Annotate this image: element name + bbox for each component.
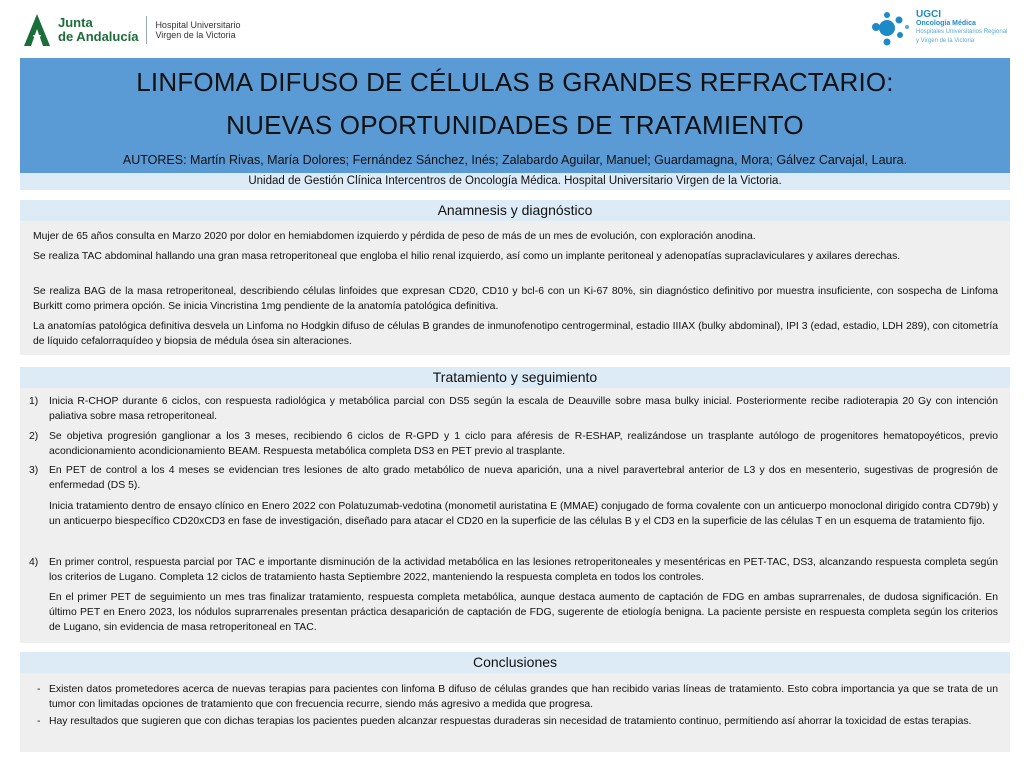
- conclusions-heading: Conclusiones: [20, 652, 1010, 673]
- conclusion-item: [37, 714, 998, 729]
- anamnesis-paragraph-4: La anatomías patológica definitiva desvela un Linfoma no Hodgkin difuso de células B grandes de inmunofenotipo centrogerminal, estadio IIIAX (bulky abdominal), IPI 3 (edad, estadio, LDH 289), con citometría de líquido cefalorraquídeo y biopsia de médula ósea sin alteraciones.: [33, 321, 998, 347]
- treatment-item-text: Se objetiva progresión ganglionar a los 3 meses, recibiendo 6 ciclos de R-GPD y 1 ciclo para aféresis de R-ESHAP, realizándose un trasplante autólogo de progenitores hematopoyéticos, previo acondicionamiento acondicionamiento BEAM. Respuesta metabólica completa DS3 en PET previo al trasplante.: [49, 431, 998, 457]
- anamnesis-heading: Anamnesis y diagnóstico: [20, 200, 1010, 221]
- ugci-title: UGCI: [916, 9, 941, 20]
- conclusion-text: Existen datos prometedores acerca de nuevas terapias para pacientes con linfoma B difuso de células grandes que han recibido varias líneas de tratamiento. Esto cobra importancia ya que se trata de un tumor con limitadas opciones de tratamiento que con frecuencia recurre, siendo más agresivo a medida que progresa.: [49, 684, 998, 710]
- logo-divider: [146, 16, 147, 44]
- poster-title-line1: LINFOMA DIFUSO DE CÉLULAS B GRANDES REFRACTARIO:: [136, 67, 894, 97]
- ugci-line3: Hospitales Universitarios Regional: [916, 29, 1008, 35]
- treatment-item: [29, 463, 998, 493]
- poster-title-line2: NUEVAS OPORTUNIDADES DE TRATAMIENTO: [226, 110, 804, 140]
- anamnesis-paragraph-1: Mujer de 65 años consulta en Marzo 2020 por dolor en hemiabdomen izquierdo y pérdida de peso de más de un mes de evolución, con exploración anodina.: [33, 231, 756, 242]
- junta-name-line2: de Andalucía: [58, 29, 139, 44]
- anamnesis-body: [20, 221, 1010, 355]
- treatment-item: [29, 590, 998, 635]
- treatment-heading: Tratamiento y seguimiento: [20, 367, 1010, 388]
- treatment-item-text: Inicia R-CHOP durante 6 ciclos, con respuesta radiológica y metabólica parcial con DS5 según la escala de Deauville sobre masa bulky inicial. Posteriormente recibe radioterapia 20 Gy con intención paliativa sobre masa retroperitoneal.: [49, 396, 998, 422]
- junta-name-line1: Junta: [58, 15, 93, 30]
- conclusion-bullet: -: [37, 684, 41, 695]
- treatment-item-number: 3): [29, 465, 39, 476]
- treatment-item-text: Inicia tratamiento dentro de ensayo clínico en Enero 2022 con Polatuzumab-vedotina (monometil auristatina E (MMAE) conjugado de forma covalente con un anticuerpo monoclonal dirigido contra CD79b) y un anticuerpo biespecífico CD20xCD3 en fase de investigación, diseñado para atacar el CD20 en la superficie de las células B y el CD3 en la superficie de las células T en un esquema de tratamiento fijo.: [49, 501, 998, 527]
- junta-andalucia-logo: [22, 12, 240, 48]
- institution-line: Unidad de Gestión Clínica Intercentros de Oncología Médica. Hospital Universitario Virgen de la Victoria.: [20, 173, 1010, 190]
- ugci-logo: [872, 10, 1022, 52]
- treatment-item: [29, 394, 998, 424]
- conclusions-body: [20, 673, 1010, 752]
- ugci-line4: y Virgen de la Victoria: [916, 38, 975, 44]
- treatment-item-number: 4): [29, 557, 39, 568]
- anamnesis-paragraph-2: Se realiza TAC abdominal hallando una gran masa retroperitoneal que engloba el hilio renal izquierdo, así como un implante peritoneal y adenopatías supraclaviculares y axilares derechas.: [33, 251, 901, 262]
- treatment-body: [20, 388, 1010, 643]
- treatment-item: [29, 429, 998, 459]
- title-banner: [20, 58, 1010, 173]
- conclusion-item: [37, 682, 998, 712]
- conclusion-text: Hay resultados que sugieren que con dichas terapias los pacientes pueden alcanzar respuestas duraderas sin necesidad de tratamiento continuo, permitiendo así ahorrar la toxicidad de estas terapias.: [49, 716, 972, 727]
- treatment-item-text: En primer control, respuesta parcial por TAC e importante disminución de la actividad metabólica en las lesiones retroperitoneales y mesentéricas en PET-TAC, DS3, alcanzando respuesta completa según los criterios de Lugano. Completa 12 ciclos de tratamiento hasta Septiembre 2022, manteniendo la respuesta completa en todos los controles.: [49, 557, 998, 583]
- conclusion-bullet: -: [37, 716, 41, 727]
- junta-logo-icon: [22, 13, 52, 47]
- hospital-name-line2: Virgen de la Victoria: [155, 30, 236, 40]
- treatment-item-text: En PET de control a los 4 meses se evidencian tres lesiones de alto grado metabólico de nueva aparición, una a nivel paravertebral anterior de L3 y dos en mesenterio, sugestivas de progresión de enfermedad (DS 5).: [49, 465, 998, 491]
- ugci-dots-icon: [872, 10, 912, 48]
- treatment-item: [29, 555, 998, 585]
- treatment-item-text: En el primer PET de seguimiento un mes tras finalizar tratamiento, respuesta completa metabólica, aunque destaca aumento de captación de FDG en ambas suprarrenales, de dudosa significación. En último PET en Enero 2023, los nódulos suprarrenales presentan práctica desaparición de captación de FDG, sugerente de etiología benigna. La paciente persiste en respuesta completa según los criterios de Lugano, sin evidencia de masa retroperitoneal en TAC.: [49, 592, 998, 633]
- treatment-item-number: 2): [29, 431, 39, 442]
- hospital-name-line1: Hospital Universitario: [155, 20, 241, 30]
- authors-line: AUTORES: Martín Rivas, María Dolores; Fernández Sánchez, Inés; Zalabardo Aguilar, Manuel; Guardamagna, Mora; Gálvez Carvajal, Laura.: [122, 153, 908, 167]
- ugci-subtitle: Oncología Médica: [916, 20, 976, 27]
- treatment-item: [29, 499, 998, 529]
- treatment-item-number: 1): [29, 396, 39, 407]
- anamnesis-paragraph-3: Se realiza BAG de la masa retroperitoneal, describiendo células linfoides que expresan CD20, CD10 y bcl-6 con un Ki-67 80%, sin diagnóstico definitivo por muestra insuficiente, con sospecha de Linfoma Burkitt como primera opción. Se inicia Vincristina 1mg pendiente de la anatomía patológica definitiva.: [33, 286, 998, 312]
